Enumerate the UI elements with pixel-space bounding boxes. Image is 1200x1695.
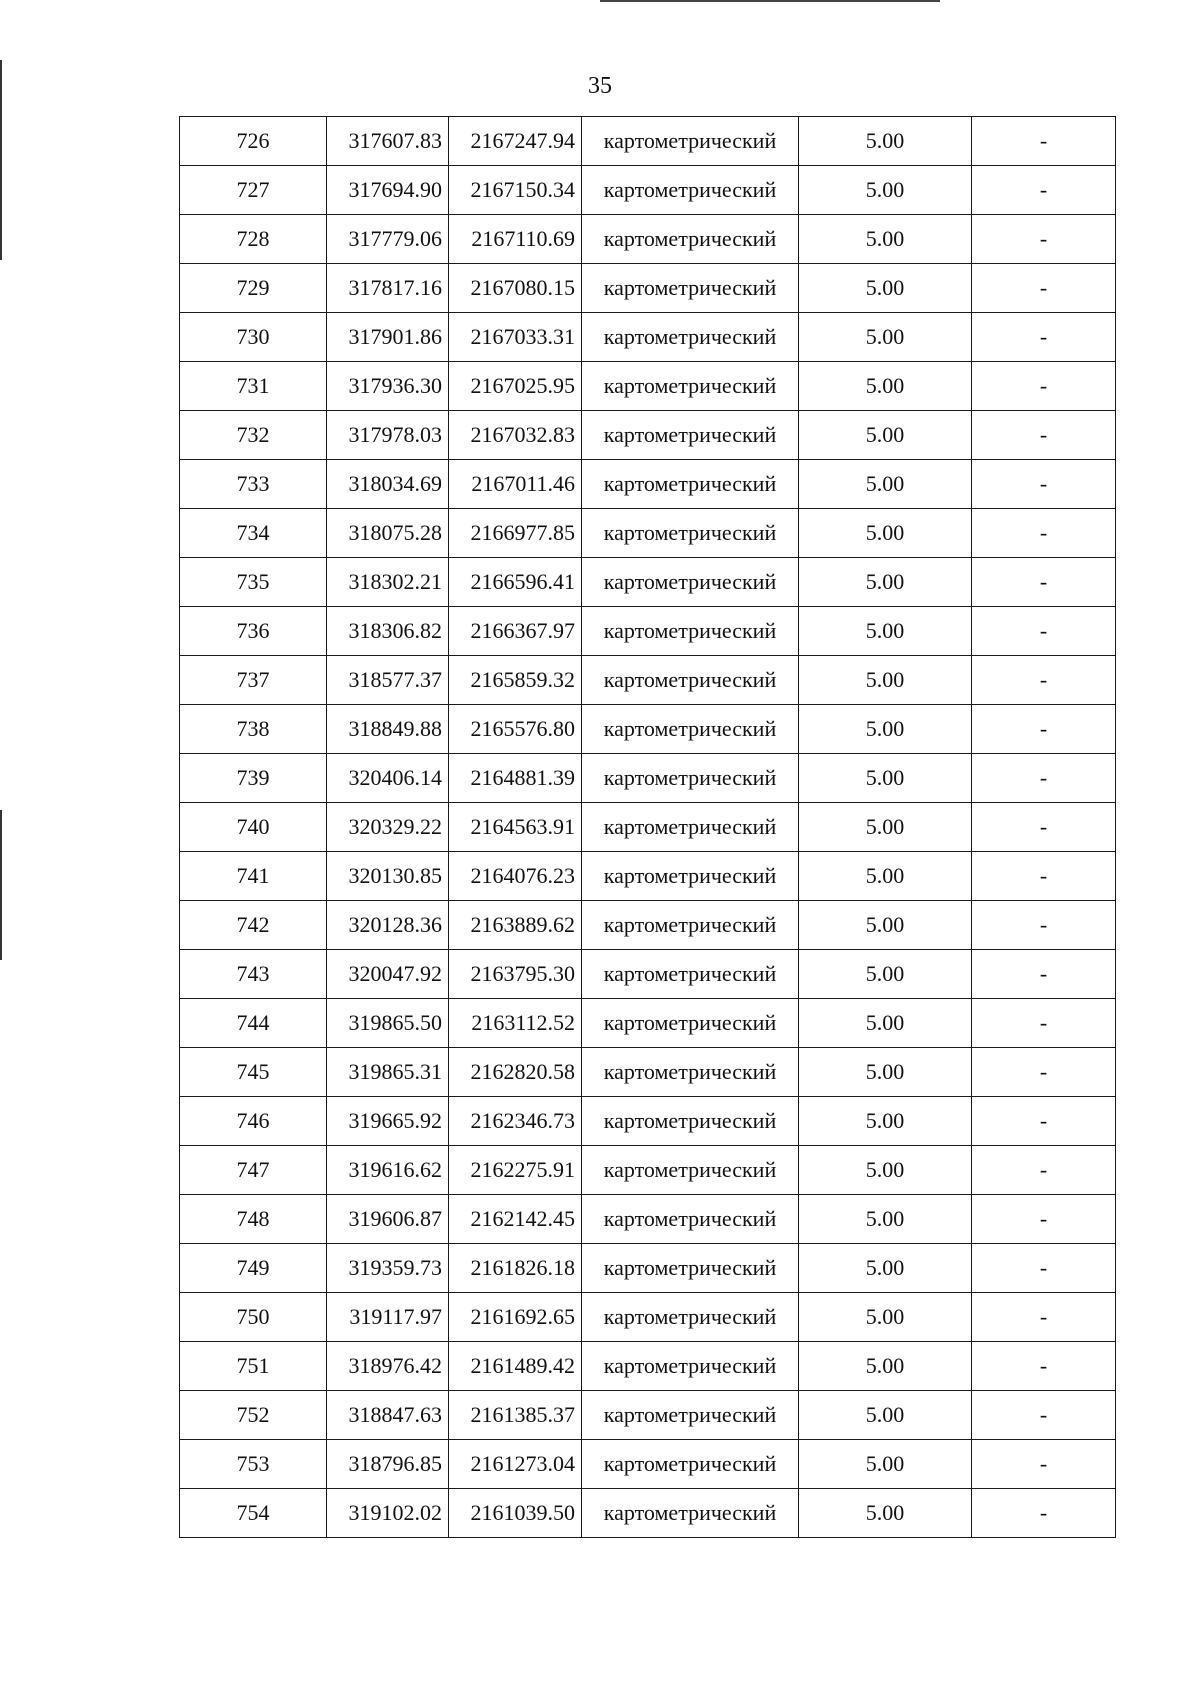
point-number-cell: 735 [180,558,327,607]
accuracy-cell: 5.00 [799,999,972,1048]
accuracy-cell: 5.00 [799,1097,972,1146]
method-cell: картометрический [582,656,799,705]
note-cell: - [972,852,1116,901]
accuracy-cell: 5.00 [799,1244,972,1293]
y-coordinate-cell: 2163112.52 [449,999,582,1048]
table-row [180,852,1116,901]
note-cell: - [972,950,1116,999]
accuracy-cell: 5.00 [799,166,972,215]
accuracy-cell: 5.00 [799,1195,972,1244]
method-cell: картометрический [582,1391,799,1440]
note-cell: - [972,264,1116,313]
point-number-cell: 731 [180,362,327,411]
y-coordinate-cell: 2167110.69 [449,215,582,264]
note-cell: - [972,1195,1116,1244]
x-coordinate-cell: 320329.22 [327,803,449,852]
x-coordinate-cell: 317607.83 [327,117,449,166]
table-row [180,1342,1116,1391]
method-cell: картометрический [582,509,799,558]
method-cell: картометрический [582,558,799,607]
method-cell: картометрический [582,754,799,803]
accuracy-cell: 5.00 [799,1391,972,1440]
table-row [180,1293,1116,1342]
x-coordinate-cell: 320130.85 [327,852,449,901]
point-number-cell: 744 [180,999,327,1048]
x-coordinate-cell: 317779.06 [327,215,449,264]
note-cell: - [972,1146,1116,1195]
x-coordinate-cell: 318796.85 [327,1440,449,1489]
y-coordinate-cell: 2166977.85 [449,509,582,558]
point-number-cell: 739 [180,754,327,803]
accuracy-cell: 5.00 [799,460,972,509]
table-row [180,1146,1116,1195]
note-cell: - [972,999,1116,1048]
point-number-cell: 750 [180,1293,327,1342]
method-cell: картометрический [582,117,799,166]
point-number-cell: 730 [180,313,327,362]
y-coordinate-cell: 2161385.37 [449,1391,582,1440]
y-coordinate-cell: 2163795.30 [449,950,582,999]
note-cell: - [972,460,1116,509]
point-number-cell: 729 [180,264,327,313]
y-coordinate-cell: 2162346.73 [449,1097,582,1146]
x-coordinate-cell: 319606.87 [327,1195,449,1244]
y-coordinate-cell: 2167032.83 [449,411,582,460]
point-number-cell: 754 [180,1489,327,1538]
y-coordinate-cell: 2167025.95 [449,362,582,411]
note-cell: - [972,411,1116,460]
table-row [180,558,1116,607]
y-coordinate-cell: 2165576.80 [449,705,582,754]
note-cell: - [972,117,1116,166]
table-row [180,901,1116,950]
point-number-cell: 727 [180,166,327,215]
note-cell: - [972,509,1116,558]
x-coordinate-cell: 318849.88 [327,705,449,754]
accuracy-cell: 5.00 [799,1342,972,1391]
point-number-cell: 738 [180,705,327,754]
accuracy-cell: 5.00 [799,558,972,607]
y-coordinate-cell: 2161826.18 [449,1244,582,1293]
point-number-cell: 743 [180,950,327,999]
note-cell: - [972,1342,1116,1391]
method-cell: картометрический [582,166,799,215]
table-row [180,705,1116,754]
method-cell: картометрический [582,1195,799,1244]
x-coordinate-cell: 318302.21 [327,558,449,607]
accuracy-cell: 5.00 [799,656,972,705]
table-row [180,1244,1116,1293]
x-coordinate-cell: 317901.86 [327,313,449,362]
x-coordinate-cell: 318577.37 [327,656,449,705]
x-coordinate-cell: 319117.97 [327,1293,449,1342]
note-cell: - [972,754,1116,803]
point-number-cell: 751 [180,1342,327,1391]
accuracy-cell: 5.00 [799,1293,972,1342]
x-coordinate-cell: 317817.16 [327,264,449,313]
table-row [180,999,1116,1048]
x-coordinate-cell: 318034.69 [327,460,449,509]
note-cell: - [972,1440,1116,1489]
method-cell: картометрический [582,1293,799,1342]
point-number-cell: 741 [180,852,327,901]
table-row [180,509,1116,558]
y-coordinate-cell: 2167080.15 [449,264,582,313]
method-cell: картометрический [582,460,799,509]
page-number: 35 [588,73,612,99]
method-cell: картометрический [582,1146,799,1195]
x-coordinate-cell: 319865.50 [327,999,449,1048]
point-number-cell: 745 [180,1048,327,1097]
method-cell: картометрический [582,901,799,950]
accuracy-cell: 5.00 [799,705,972,754]
x-coordinate-cell: 317978.03 [327,411,449,460]
y-coordinate-cell: 2167247.94 [449,117,582,166]
point-number-cell: 752 [180,1391,327,1440]
accuracy-cell: 5.00 [799,1489,972,1538]
x-coordinate-cell: 319616.62 [327,1146,449,1195]
table-row [180,607,1116,656]
accuracy-cell: 5.00 [799,754,972,803]
accuracy-cell: 5.00 [799,362,972,411]
point-number-cell: 753 [180,1440,327,1489]
x-coordinate-cell: 319102.02 [327,1489,449,1538]
table-row [180,117,1116,166]
method-cell: картометрический [582,1097,799,1146]
accuracy-cell: 5.00 [799,1048,972,1097]
accuracy-cell: 5.00 [799,313,972,362]
y-coordinate-cell: 2161489.42 [449,1342,582,1391]
table-row [180,754,1116,803]
method-cell: картометрический [582,1440,799,1489]
table-row [180,411,1116,460]
point-number-cell: 749 [180,1244,327,1293]
note-cell: - [972,1244,1116,1293]
note-cell: - [972,558,1116,607]
table-row [180,460,1116,509]
table-row [180,1489,1116,1538]
note-cell: - [972,803,1116,852]
accuracy-cell: 5.00 [799,1440,972,1489]
x-coordinate-cell: 319665.92 [327,1097,449,1146]
method-cell: картометрический [582,264,799,313]
method-cell: картометрический [582,607,799,656]
x-coordinate-cell: 319865.31 [327,1048,449,1097]
accuracy-cell: 5.00 [799,607,972,656]
y-coordinate-cell: 2167150.34 [449,166,582,215]
table-row [180,1195,1116,1244]
table-row [180,950,1116,999]
note-cell: - [972,166,1116,215]
y-coordinate-cell: 2161039.50 [449,1489,582,1538]
table-row [180,803,1116,852]
method-cell: картометрический [582,950,799,999]
y-coordinate-cell: 2162142.45 [449,1195,582,1244]
table-row [180,1097,1116,1146]
point-number-cell: 747 [180,1146,327,1195]
point-number-cell: 746 [180,1097,327,1146]
point-number-cell: 736 [180,607,327,656]
note-cell: - [972,901,1116,950]
table-row [180,1391,1116,1440]
table-row [180,656,1116,705]
table-row [180,1048,1116,1097]
y-coordinate-cell: 2164881.39 [449,754,582,803]
y-coordinate-cell: 2162820.58 [449,1048,582,1097]
x-coordinate-cell: 318976.42 [327,1342,449,1391]
accuracy-cell: 5.00 [799,117,972,166]
method-cell: картометрический [582,215,799,264]
y-coordinate-cell: 2167011.46 [449,460,582,509]
method-cell: картометрический [582,411,799,460]
method-cell: картометрический [582,1048,799,1097]
point-number-cell: 728 [180,215,327,264]
table-row [180,313,1116,362]
x-coordinate-cell: 317936.30 [327,362,449,411]
accuracy-cell: 5.00 [799,803,972,852]
y-coordinate-cell: 2162275.91 [449,1146,582,1195]
x-coordinate-cell: 320047.92 [327,950,449,999]
method-cell: картометрический [582,999,799,1048]
accuracy-cell: 5.00 [799,852,972,901]
note-cell: - [972,1293,1116,1342]
accuracy-cell: 5.00 [799,901,972,950]
y-coordinate-cell: 2166367.97 [449,607,582,656]
x-coordinate-cell: 318075.28 [327,509,449,558]
method-cell: картометрический [582,852,799,901]
y-coordinate-cell: 2163889.62 [449,901,582,950]
method-cell: картометрический [582,1489,799,1538]
x-coordinate-cell: 318847.63 [327,1391,449,1440]
x-coordinate-cell: 318306.82 [327,607,449,656]
note-cell: - [972,656,1116,705]
accuracy-cell: 5.00 [799,509,972,558]
note-cell: - [972,607,1116,656]
point-number-cell: 740 [180,803,327,852]
note-cell: - [972,313,1116,362]
point-number-cell: 742 [180,901,327,950]
scan-edge-left-lower [0,810,2,960]
y-coordinate-cell: 2166596.41 [449,558,582,607]
accuracy-cell: 5.00 [799,264,972,313]
table-row [180,1440,1116,1489]
y-coordinate-cell: 2161273.04 [449,1440,582,1489]
note-cell: - [972,1489,1116,1538]
point-number-cell: 734 [180,509,327,558]
y-coordinate-cell: 2167033.31 [449,313,582,362]
x-coordinate-cell: 319359.73 [327,1244,449,1293]
accuracy-cell: 5.00 [799,411,972,460]
table-row [180,264,1116,313]
method-cell: картометрический [582,1342,799,1391]
method-cell: картометрический [582,313,799,362]
method-cell: картометрический [582,705,799,754]
accuracy-cell: 5.00 [799,950,972,999]
x-coordinate-cell: 317694.90 [327,166,449,215]
method-cell: картометрический [582,1244,799,1293]
table-row [180,215,1116,264]
note-cell: - [972,1048,1116,1097]
accuracy-cell: 5.00 [799,215,972,264]
x-coordinate-cell: 320406.14 [327,754,449,803]
x-coordinate-cell: 320128.36 [327,901,449,950]
note-cell: - [972,705,1116,754]
note-cell: - [972,1097,1116,1146]
coordinates-table-body [180,117,1116,1538]
table-row [180,362,1116,411]
method-cell: картометрический [582,362,799,411]
note-cell: - [972,1391,1116,1440]
table-row [180,166,1116,215]
point-number-cell: 748 [180,1195,327,1244]
point-number-cell: 732 [180,411,327,460]
scan-edge-top [600,0,940,2]
note-cell: - [972,362,1116,411]
method-cell: картометрический [582,803,799,852]
y-coordinate-cell: 2161692.65 [449,1293,582,1342]
coordinates-table [179,116,1116,1538]
point-number-cell: 726 [180,117,327,166]
point-number-cell: 737 [180,656,327,705]
accuracy-cell: 5.00 [799,1146,972,1195]
y-coordinate-cell: 2165859.32 [449,656,582,705]
y-coordinate-cell: 2164563.91 [449,803,582,852]
note-cell: - [972,215,1116,264]
point-number-cell: 733 [180,460,327,509]
y-coordinate-cell: 2164076.23 [449,852,582,901]
